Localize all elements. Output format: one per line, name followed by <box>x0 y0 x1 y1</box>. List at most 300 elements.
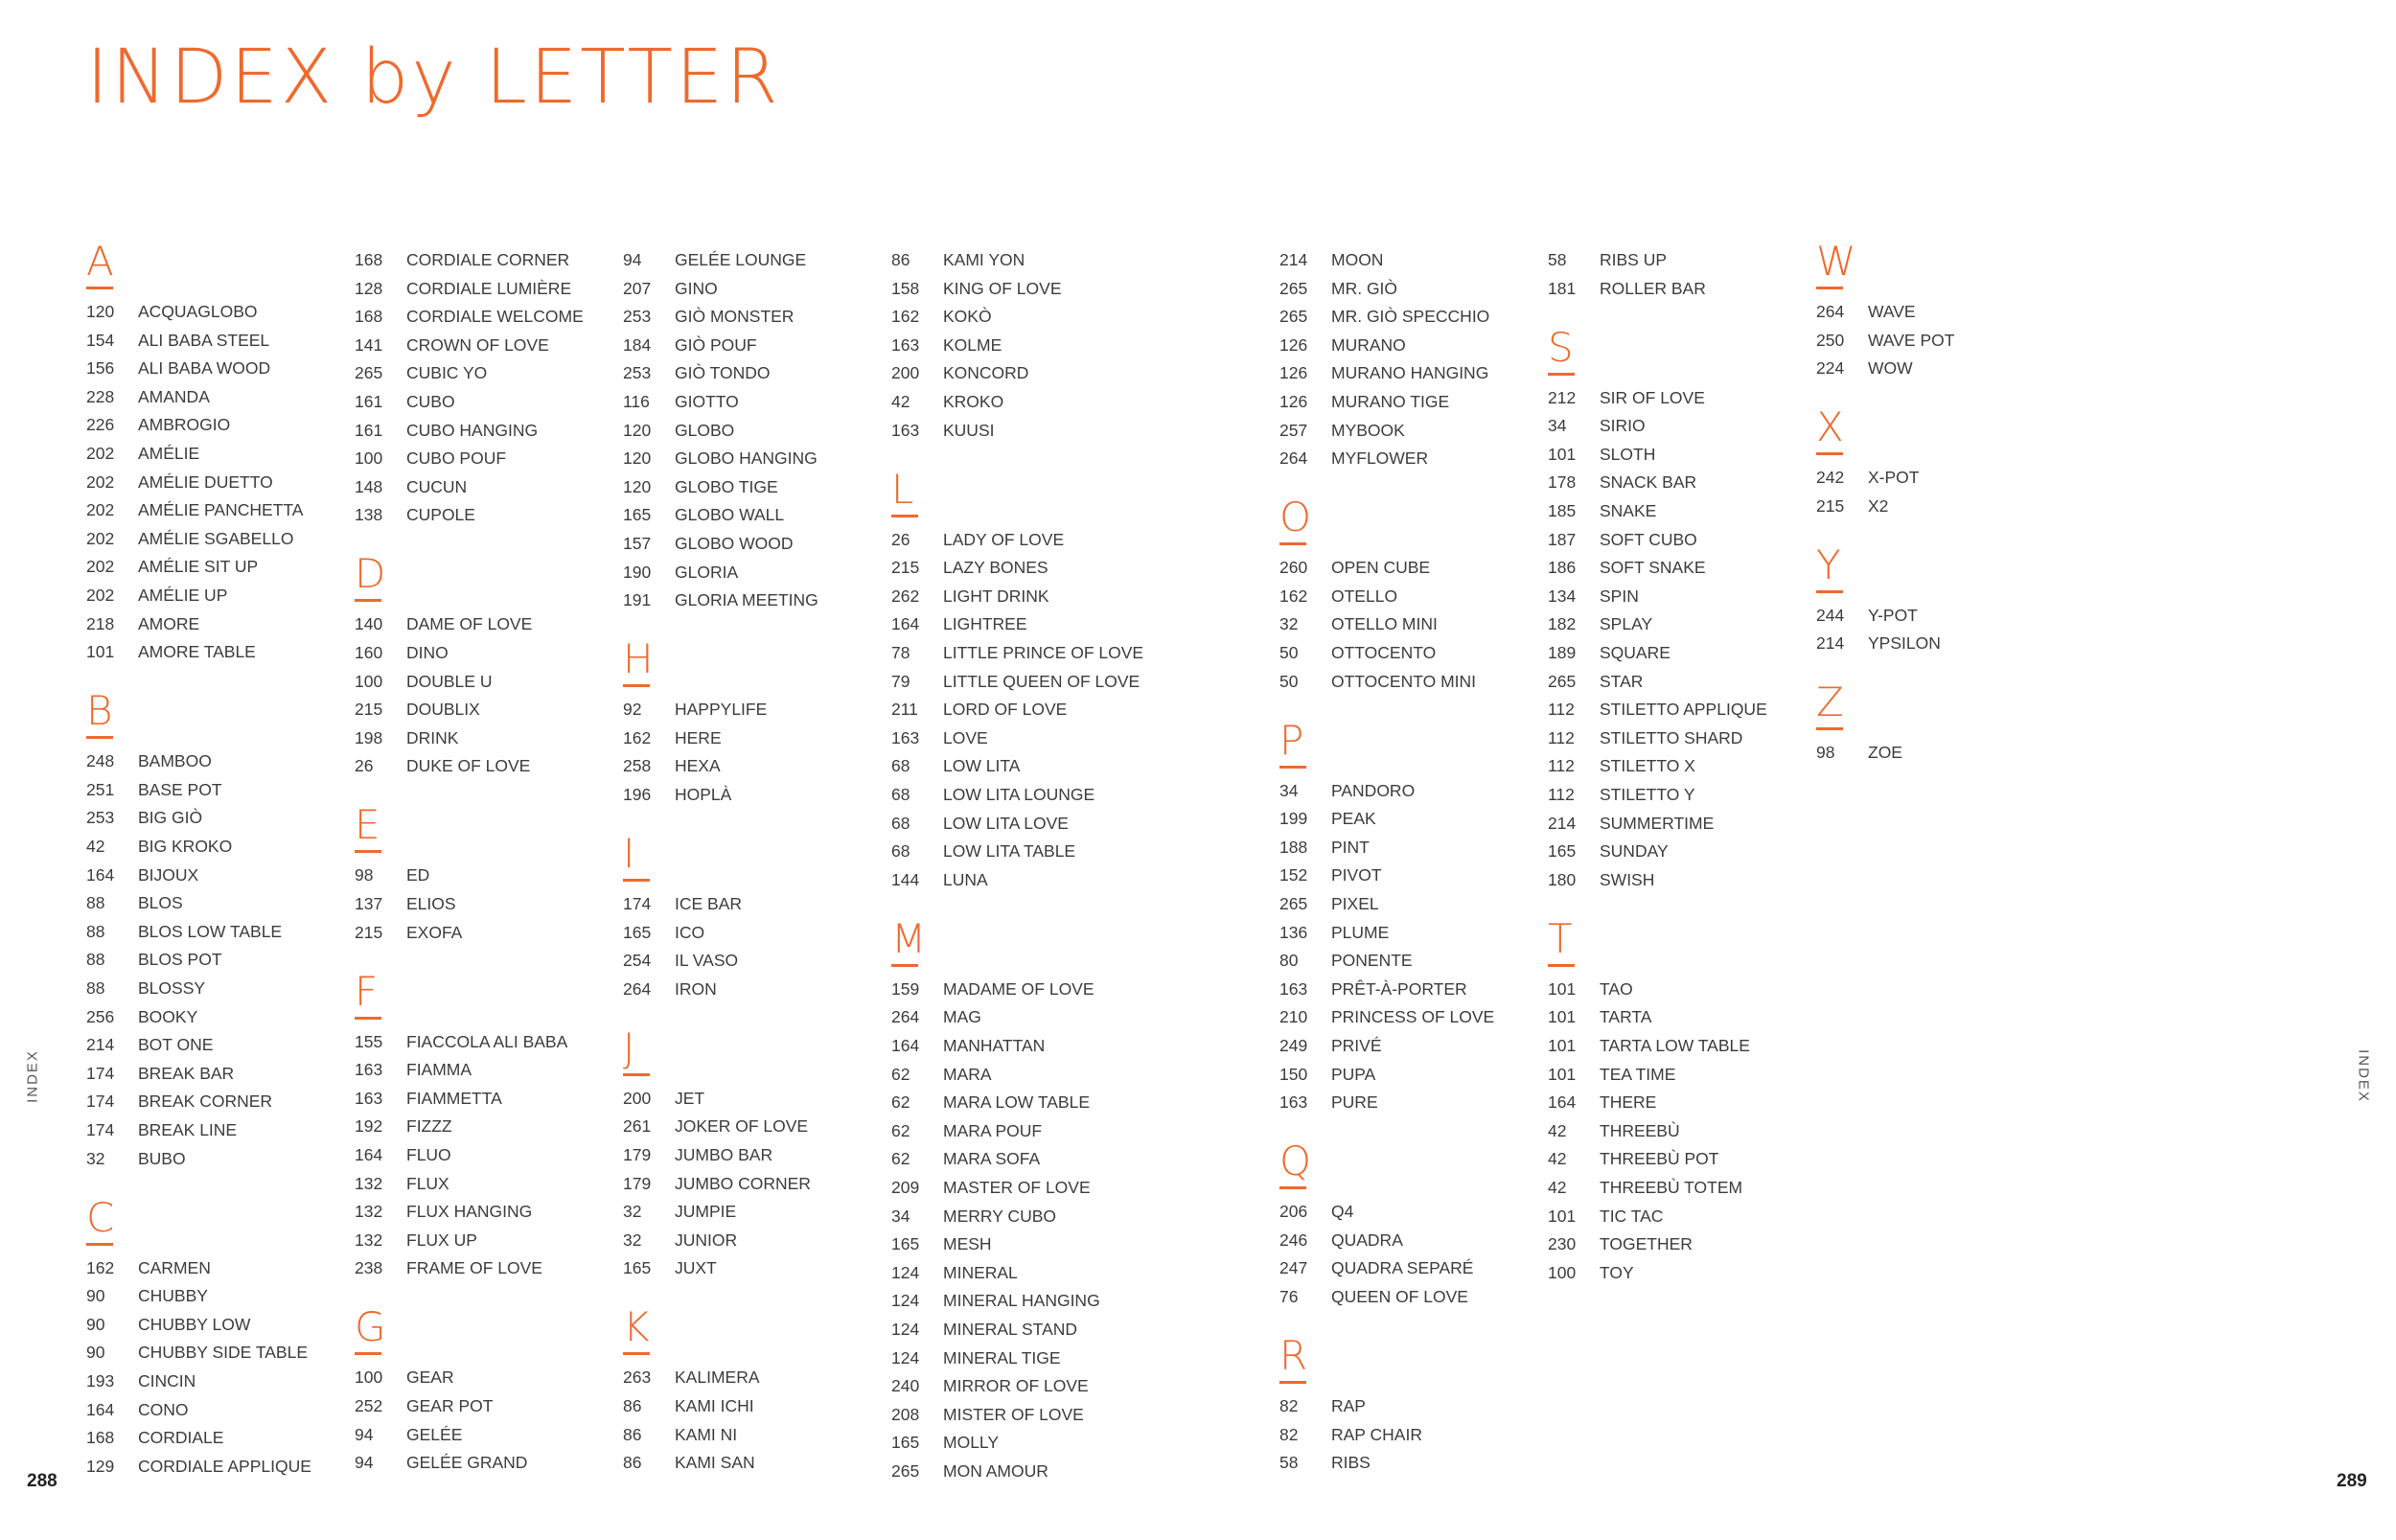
entry-name: OTTOCENTO <box>1331 643 1437 662</box>
entry-page-number: 101 <box>1548 1036 1577 1055</box>
index-entry <box>623 278 718 299</box>
index-entry <box>1548 1006 1651 1027</box>
index-entry <box>355 1230 477 1251</box>
index-entry <box>891 784 1094 805</box>
entry-name: LOW LITA TABLE <box>943 841 1076 862</box>
entry-page-number: 230 <box>1548 1234 1577 1254</box>
index-entry <box>355 420 538 441</box>
index-entry <box>623 306 794 327</box>
entry-name: ALI BABA WOOD <box>138 358 271 379</box>
entry-name: AMBROGIO <box>138 415 231 435</box>
entry-page-number: 132 <box>355 1230 383 1250</box>
index-entry <box>1548 1064 1675 1085</box>
index-entry <box>86 892 183 913</box>
index-entry <box>86 357 270 379</box>
entry-page-number: 168 <box>355 250 383 269</box>
index-entry <box>1548 529 1697 550</box>
entry-page-number: 215 <box>355 922 383 942</box>
index-entry <box>86 977 205 999</box>
index-entry <box>1279 613 1438 634</box>
entry-name: LUNA <box>943 869 988 889</box>
entry-page-number: 154 <box>86 330 115 350</box>
index-entry <box>623 950 738 971</box>
index-entry <box>891 557 1048 578</box>
entry-name: HERE <box>675 727 722 747</box>
entry-name: MADAME OF LOVE <box>943 978 1094 999</box>
index-entry <box>1279 557 1430 578</box>
entry-name: KAMI SAN <box>675 1453 755 1473</box>
index-entry <box>623 755 721 776</box>
index-entry <box>1279 1035 1382 1056</box>
index-entry <box>623 533 793 554</box>
entry-page-number: 161 <box>355 392 383 411</box>
entry-page-number: 202 <box>86 471 115 492</box>
entry-page-number: 224 <box>1816 358 1845 379</box>
entry-name: FLUX <box>406 1173 449 1193</box>
entry-name: TEA TIME <box>1600 1064 1676 1084</box>
entry-name: BASE POT <box>138 779 222 799</box>
entry-name: CUBO POUF <box>406 448 507 469</box>
entry-page-number: 253 <box>623 363 652 383</box>
entry-page-number: 94 <box>355 1424 374 1444</box>
index-entry <box>86 443 199 464</box>
entry-page-number: 202 <box>86 444 115 463</box>
entry-name: LAZY BONES <box>943 558 1048 578</box>
index-entry <box>355 727 458 748</box>
entry-name: CONO <box>138 1399 189 1419</box>
entry-name: MURANO <box>1331 334 1406 355</box>
letter-heading-z: Z <box>1816 682 1843 730</box>
entry-name: KAMI YON <box>943 250 1025 269</box>
index-entry <box>1279 420 1405 441</box>
entry-name: BLOS POT <box>138 950 222 970</box>
index-entry <box>355 334 549 356</box>
entry-page-number: 160 <box>355 643 383 662</box>
letter-heading-i: I <box>623 834 650 882</box>
entry-name: BIG GIÒ <box>138 808 203 828</box>
index-entry <box>623 1452 755 1473</box>
entry-page-number: 141 <box>355 334 383 355</box>
entry-page-number: 136 <box>1279 922 1308 942</box>
entry-page-number: 100 <box>355 671 383 691</box>
index-entry <box>891 1064 992 1085</box>
entry-name: FLUX HANGING <box>406 1202 533 1222</box>
entry-name: PRINCESS OF LOVE <box>1331 1007 1495 1027</box>
entry-page-number: 264 <box>623 978 652 999</box>
entry-name: CUBO HANGING <box>406 420 539 440</box>
side-label-left: INDEX <box>24 1049 41 1103</box>
entry-page-number: 212 <box>1548 387 1577 407</box>
entry-page-number: 120 <box>623 420 652 440</box>
index-entry <box>891 1460 1048 1482</box>
index-entry <box>86 471 273 493</box>
entry-page-number: 92 <box>623 700 642 720</box>
entry-name: MON AMOUR <box>943 1461 1048 1481</box>
entry-name: CORDIALE CORNER <box>406 250 570 269</box>
index-entry <box>1548 869 1654 890</box>
entry-name: RIBS UP <box>1600 250 1668 269</box>
entry-page-number: 62 <box>891 1064 910 1084</box>
entry-name: CORDIALE WELCOME <box>406 307 584 327</box>
entry-page-number: 238 <box>355 1258 383 1278</box>
entry-page-number: 112 <box>1548 756 1575 776</box>
entry-page-number: 134 <box>1548 586 1577 606</box>
index-entry <box>1279 808 1376 829</box>
entry-name: LOW LITA <box>943 756 1021 776</box>
index-entry <box>1279 1286 1468 1307</box>
index-entry <box>1279 448 1428 469</box>
index-entry <box>891 727 988 748</box>
entry-name: HAPPYLIFE <box>675 700 768 720</box>
entry-page-number: 26 <box>891 529 910 549</box>
entry-page-number: 62 <box>891 1120 910 1140</box>
entry-name: LIGHT DRINK <box>943 586 1049 606</box>
index-entry <box>1279 1064 1375 1085</box>
entry-page-number: 174 <box>623 894 652 913</box>
entry-name: GELÉE LOUNGE <box>675 250 807 269</box>
index-entry <box>1279 837 1370 858</box>
entry-name: BLOS <box>138 893 183 913</box>
index-entry <box>355 1367 454 1388</box>
entry-name: OTELLO <box>1331 586 1398 606</box>
entry-page-number: 168 <box>86 1428 115 1448</box>
entry-page-number: 62 <box>891 1149 910 1169</box>
index-entry <box>891 1290 1100 1311</box>
index-entry <box>86 836 232 857</box>
index-entry <box>623 922 704 943</box>
entry-page-number: 50 <box>1279 643 1299 662</box>
index-entry <box>86 1006 197 1027</box>
index-entry <box>86 864 198 885</box>
index-entry <box>355 1395 493 1416</box>
entry-name: KUUSI <box>943 420 995 440</box>
entry-page-number: 120 <box>86 302 115 321</box>
entry-name: MINERAL TIGE <box>943 1347 1061 1368</box>
index-entry <box>1279 249 1383 270</box>
index-entry <box>1816 467 1919 488</box>
entry-page-number: 244 <box>1816 605 1845 625</box>
entry-page-number: 140 <box>355 614 383 634</box>
index-entry <box>355 1031 567 1052</box>
entry-page-number: 94 <box>623 250 642 269</box>
entry-name: WOW <box>1868 358 1913 379</box>
entry-page-number: 265 <box>1548 671 1577 691</box>
index-entry <box>623 1395 754 1416</box>
entry-name: MAG <box>943 1007 981 1027</box>
entry-page-number: 202 <box>86 557 115 577</box>
entry-name: CUBO <box>406 392 455 411</box>
entry-name: MARA <box>943 1064 992 1084</box>
entry-page-number: 101 <box>1548 1206 1577 1226</box>
index-entry <box>623 1201 736 1222</box>
entry-page-number: 247 <box>1279 1258 1308 1278</box>
index-entry <box>1279 1092 1378 1113</box>
index-entry <box>1548 557 1706 578</box>
entry-name: TARTA <box>1600 1007 1652 1027</box>
entry-page-number: 158 <box>891 278 920 298</box>
index-entry <box>1816 330 1954 351</box>
index-entry <box>891 529 1064 550</box>
entry-page-number: 32 <box>623 1230 642 1250</box>
entry-name: DOUBLE U <box>406 671 493 691</box>
entry-name: TOY <box>1600 1262 1634 1282</box>
index-entry <box>355 391 455 412</box>
index-entry <box>355 1257 542 1278</box>
index-entry <box>86 1034 213 1055</box>
entry-page-number: 265 <box>1279 894 1308 913</box>
entry-name: SNACK BAR <box>1600 472 1697 493</box>
index-entry <box>623 562 738 583</box>
entry-page-number: 164 <box>86 1399 115 1419</box>
entry-name: KONCORD <box>943 363 1029 383</box>
entry-name: GELÉE GRAND <box>406 1453 528 1473</box>
entry-page-number: 264 <box>891 1007 920 1027</box>
entry-name: JUXT <box>675 1258 717 1278</box>
entry-page-number: 210 <box>1279 1007 1308 1027</box>
index-entry <box>1279 780 1415 801</box>
entry-page-number: 86 <box>623 1424 642 1444</box>
index-entry <box>623 1257 717 1278</box>
entry-name: CUCUN <box>406 476 468 496</box>
entry-name: PINT <box>1331 837 1370 857</box>
index-entry <box>623 448 818 469</box>
entry-name: CORDIALE APPLIQUE <box>138 1456 311 1476</box>
entry-name: HOPLÀ <box>675 785 732 804</box>
entry-name: KROKO <box>943 392 1004 411</box>
entry-name: GLOBO TIGE <box>675 476 778 496</box>
entry-name: QUADRA <box>1331 1230 1403 1250</box>
entry-name: MURANO TIGE <box>1331 392 1450 411</box>
entry-name: PURE <box>1331 1092 1378 1113</box>
index-entry <box>86 301 257 322</box>
entry-page-number: 164 <box>891 614 920 634</box>
entry-name: FIACCOLA ALI BABA <box>406 1031 568 1051</box>
entry-name: GIOTTO <box>675 392 739 411</box>
entry-name: MANHATTAN <box>943 1036 1046 1055</box>
index-entry <box>1548 978 1633 1000</box>
entry-name: CARMEN <box>138 1257 211 1277</box>
entry-page-number: 246 <box>1279 1230 1308 1250</box>
entry-page-number: 42 <box>86 837 105 856</box>
entry-name: GIÒ MONSTER <box>675 307 795 327</box>
entry-name: PANDORO <box>1331 780 1416 800</box>
entry-page-number: 112 <box>1548 785 1575 804</box>
index-entry <box>355 249 569 270</box>
entry-page-number: 78 <box>891 643 910 662</box>
index-entry <box>891 391 1003 412</box>
entry-page-number: 163 <box>1279 978 1308 999</box>
entry-page-number: 209 <box>891 1178 920 1197</box>
entry-page-number: 132 <box>355 1173 383 1193</box>
entry-name: LITTLE PRINCE OF LOVE <box>943 643 1144 662</box>
entry-page-number: 253 <box>623 307 652 327</box>
entry-page-number: 264 <box>1816 302 1845 321</box>
index-entry <box>1548 813 1714 834</box>
entry-name: ALI BABA STEEL <box>138 330 270 350</box>
index-entry <box>623 249 806 270</box>
entry-page-number: 265 <box>1279 278 1308 298</box>
entry-name: FRAME OF LOVE <box>406 1258 542 1278</box>
index-entry <box>355 699 480 720</box>
entry-page-number: 165 <box>623 922 652 942</box>
index-entry <box>1816 605 1918 626</box>
index-entry <box>1548 444 1655 465</box>
entry-page-number: 62 <box>891 1092 910 1113</box>
entry-page-number: 174 <box>86 1120 115 1139</box>
entry-name: THREEBÙ TOTEM <box>1600 1178 1743 1197</box>
letter-heading-h: H <box>623 639 650 687</box>
entry-page-number: 226 <box>86 415 115 435</box>
index-entry <box>86 750 212 771</box>
side-label-right: INDEX <box>2355 1049 2372 1103</box>
entry-name: PEAK <box>1331 809 1376 829</box>
entry-page-number: 187 <box>1548 529 1577 549</box>
index-entry <box>1548 1148 1718 1169</box>
entry-name: SIR OF LOVE <box>1600 387 1705 407</box>
entry-name: MR. GIÒ <box>1331 278 1398 298</box>
entry-page-number: 251 <box>86 779 115 799</box>
entry-page-number: 58 <box>1279 1453 1299 1473</box>
index-entry <box>1279 1395 1366 1416</box>
entry-name: RAP CHAIR <box>1331 1424 1422 1444</box>
entry-page-number: 112 <box>1548 700 1575 720</box>
index-entry <box>891 1347 1061 1368</box>
entry-name: MERRY CUBO <box>943 1206 1056 1226</box>
entry-page-number: 162 <box>891 307 920 327</box>
entry-name: GELÉE <box>406 1424 463 1444</box>
index-entry <box>86 779 222 800</box>
entry-page-number: 178 <box>1548 472 1577 493</box>
entry-name: JOKER OF LOVE <box>675 1116 809 1137</box>
entry-name: BOOKY <box>138 1006 198 1026</box>
index-entry <box>355 278 571 299</box>
entry-name: GIÒ TONDO <box>675 363 771 383</box>
entry-page-number: 162 <box>86 1257 115 1277</box>
entry-page-number: 215 <box>355 700 383 720</box>
entry-page-number: 185 <box>1548 501 1577 520</box>
index-entry <box>86 1399 189 1420</box>
entry-name: SIRIO <box>1600 416 1646 436</box>
index-entry <box>623 978 717 1000</box>
entry-page-number: 126 <box>1279 334 1308 355</box>
index-entry <box>86 921 282 942</box>
entry-name: TAO <box>1600 978 1633 999</box>
index-entry <box>623 476 778 497</box>
entry-name: BUBO <box>138 1148 186 1168</box>
entry-page-number: 101 <box>1548 444 1577 464</box>
index-entry <box>1279 950 1413 971</box>
entry-name: GLOBO WALL <box>675 505 785 525</box>
entry-name: LOW LITA LOUNGE <box>943 785 1095 804</box>
entry-name: ROLLER BAR <box>1600 278 1706 298</box>
index-entry <box>1279 1230 1403 1251</box>
index-entry <box>86 499 303 520</box>
entry-name: JET <box>675 1088 705 1108</box>
entry-page-number: 150 <box>1279 1064 1308 1084</box>
entry-page-number: 144 <box>891 869 920 889</box>
entry-page-number: 215 <box>891 558 920 578</box>
entry-name: MR. GIÒ SPECCHIO <box>1331 307 1490 327</box>
entry-name: STILETTO APPLIQUE <box>1600 700 1767 720</box>
entry-page-number: 90 <box>86 1286 105 1306</box>
entry-name: LORD OF LOVE <box>943 700 1068 720</box>
entry-page-number: 148 <box>355 476 383 496</box>
index-entry <box>623 504 784 525</box>
entry-name: RIBS <box>1331 1453 1371 1473</box>
entry-page-number: 86 <box>891 250 910 269</box>
entry-name: FIAMMETTA <box>406 1088 502 1108</box>
entry-page-number: 68 <box>891 756 910 776</box>
entry-page-number: 179 <box>623 1173 652 1193</box>
index-entry <box>623 589 818 610</box>
entry-name: FLUO <box>406 1145 451 1164</box>
entry-page-number: 162 <box>623 727 652 747</box>
entry-page-number: 90 <box>86 1343 105 1363</box>
entry-name: KOKÒ <box>943 307 992 327</box>
entry-name: AMÉLIE SIT UP <box>138 557 259 577</box>
entry-name: BLOS LOW TABLE <box>138 921 283 941</box>
entry-page-number: 94 <box>355 1453 374 1473</box>
entry-page-number: 265 <box>891 1461 920 1481</box>
index-entry <box>86 386 210 407</box>
entry-page-number: 248 <box>86 751 115 771</box>
entry-name: FIZZZ <box>406 1116 452 1137</box>
index-entry <box>891 334 1002 356</box>
index-entry <box>1548 1177 1742 1198</box>
entry-name: BIJOUX <box>138 864 199 885</box>
entry-page-number: 156 <box>86 358 115 379</box>
index-entry <box>355 476 467 497</box>
entry-page-number: 190 <box>623 562 652 582</box>
entry-name: MIRROR OF LOVE <box>943 1376 1089 1396</box>
index-entry <box>891 840 1075 862</box>
entry-page-number: 42 <box>891 392 910 411</box>
index-entry <box>1548 727 1742 748</box>
entry-name: ELIOS <box>406 894 456 913</box>
index-entry <box>355 1452 527 1473</box>
entry-name: X-POT <box>1868 468 1920 488</box>
entry-page-number: 256 <box>86 1006 115 1026</box>
index-entry <box>623 784 731 805</box>
index-entry <box>1279 1201 1353 1222</box>
index-entry <box>1816 301 1916 322</box>
entry-name: ICO <box>675 922 705 942</box>
entry-name: STILETTO SHARD <box>1600 727 1743 747</box>
entry-name: AMORE <box>138 613 200 633</box>
entry-page-number: 164 <box>1548 1092 1577 1113</box>
entry-name: BREAK CORNER <box>138 1092 273 1112</box>
entry-name: SQUARE <box>1600 643 1670 662</box>
entry-name: OPEN CUBE <box>1331 558 1431 578</box>
entry-name: GLOBO <box>675 420 735 440</box>
entry-page-number: 164 <box>891 1036 920 1055</box>
index-entry <box>1548 249 1667 270</box>
entry-name: AMÉLIE SGABELLO <box>138 528 294 548</box>
index-entry <box>1816 632 1941 654</box>
entry-name: Y-POT <box>1868 605 1918 625</box>
entry-name: AMÉLIE <box>138 444 200 463</box>
entry-page-number: 120 <box>623 448 652 469</box>
entry-name: GLORIA MEETING <box>675 590 818 610</box>
entry-page-number: 82 <box>1279 1424 1299 1444</box>
index-entry <box>86 1370 196 1391</box>
letter-heading-e: E <box>355 805 381 853</box>
entry-page-number: 68 <box>891 813 910 833</box>
entry-page-number: 218 <box>86 613 115 633</box>
index-entry <box>1548 1092 1656 1113</box>
index-entry <box>891 420 994 441</box>
entry-name: GLORIA <box>675 562 739 582</box>
